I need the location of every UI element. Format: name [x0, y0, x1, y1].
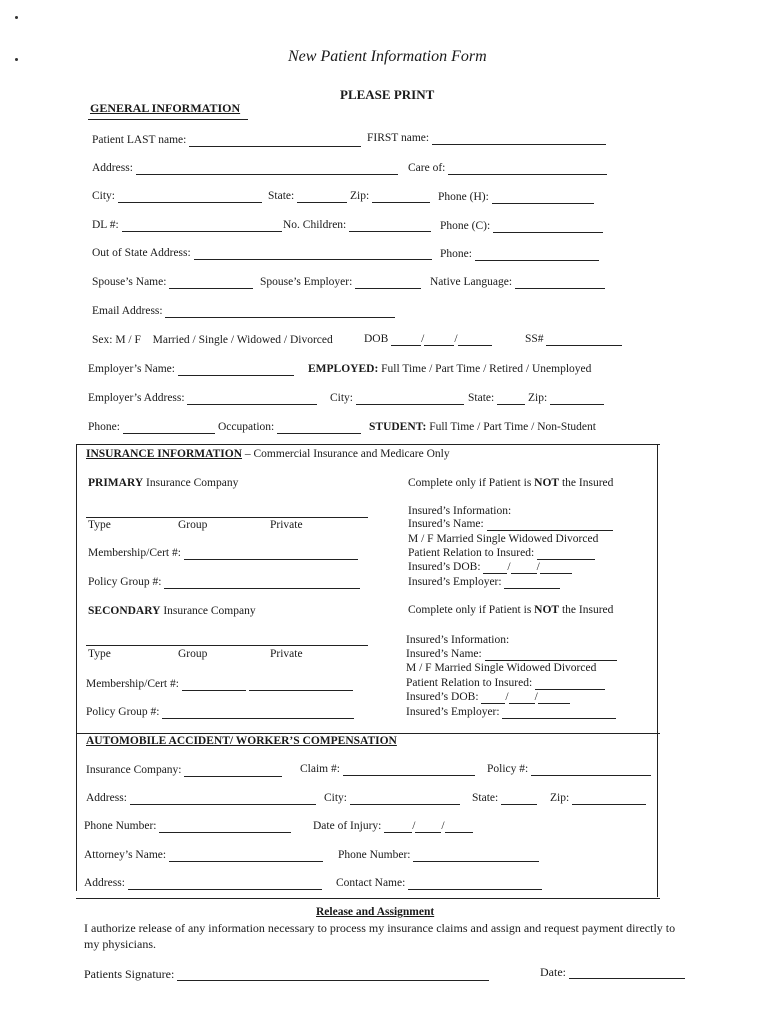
zip-label: Zip:: [350, 190, 370, 202]
secondary-insured-status-options[interactable]: M / F Married Single Widowed Divorced: [406, 662, 597, 674]
signature-label: Patients Signature:: [84, 967, 175, 981]
employed-options[interactable]: Full Time / Part Time / Retired / Unemployed: [381, 363, 592, 375]
policy-label: Policy #:: [487, 763, 529, 775]
attorney-phone-field[interactable]: [413, 849, 539, 862]
student-options[interactable]: Full Time / Part Time / Non-Student: [429, 421, 596, 433]
native-language-field[interactable]: [515, 276, 605, 289]
primary-insured-status-options[interactable]: M / F Married Single Widowed Divorced: [408, 533, 599, 545]
secondary-insured-employer-label: Insured’s Employer:: [406, 706, 500, 718]
dob-year-field[interactable]: [458, 333, 492, 346]
date-separator: /: [412, 820, 416, 832]
ss-field[interactable]: [546, 333, 622, 346]
date-of-injury-label: Date of Injury:: [313, 820, 382, 832]
phone-label: Phone:: [440, 248, 472, 260]
out-of-state-field[interactable]: [194, 247, 432, 260]
primary-insured-name-label: Insured’s Name:: [408, 518, 484, 530]
native-language-label: Native Language:: [430, 276, 513, 288]
secondary-insurance-company-label: Insurance Company: [160, 605, 256, 617]
primary-policy-group-label: Policy Group #:: [88, 576, 162, 588]
primary-insured-employer-label: Insured’s Employer:: [408, 576, 502, 588]
spouse-name-field[interactable]: [169, 276, 253, 289]
children-field[interactable]: [349, 219, 431, 232]
email-label: Email Address:: [92, 305, 163, 317]
employer-state-label: State:: [468, 392, 495, 404]
date-separator: /: [505, 691, 509, 703]
secondary-insured-dob-year[interactable]: [538, 691, 570, 704]
heading-rule: [88, 119, 248, 120]
complete-note-suffix: the Insured: [559, 604, 614, 616]
primary-insurance-company-label: Insurance Company: [143, 477, 239, 489]
date-separator: /: [441, 820, 445, 832]
primary-label: PRIMARY: [88, 477, 144, 489]
auto-box-left: [76, 733, 77, 891]
zip-field[interactable]: [372, 190, 430, 203]
out-of-state-label: Out of State Address:: [92, 247, 191, 259]
attorney-phone-label: Phone Number:: [338, 849, 411, 861]
auto-insurance-company-label: Insurance Company:: [86, 764, 182, 776]
city-label: City:: [92, 190, 116, 202]
phone-home-label: Phone (H):: [438, 191, 489, 203]
please-print-instruction: PLEASE PRINT: [340, 87, 435, 102]
secondary-policy-group-label: Policy Group #:: [86, 706, 160, 718]
insurance-heading: INSURANCE INFORMATION: [86, 448, 243, 460]
employer-city-field[interactable]: [356, 392, 464, 405]
injury-day-field[interactable]: [415, 820, 441, 833]
insurance-box-right: [657, 444, 658, 736]
auto-state-field[interactable]: [501, 792, 537, 805]
primary-private-option[interactable]: Private: [270, 519, 303, 531]
city-field[interactable]: [118, 190, 262, 203]
employer-state-field[interactable]: [497, 392, 525, 405]
employer-phone-field[interactable]: [123, 421, 215, 434]
secondary-relation-field[interactable]: [535, 677, 605, 690]
auto-insurance-company-field[interactable]: [184, 764, 282, 777]
release-text-line2: my physicians.: [84, 937, 156, 951]
care-of-field[interactable]: [448, 162, 607, 175]
employer-zip-field[interactable]: [550, 392, 604, 405]
complete-note-not: NOT: [534, 477, 560, 489]
spouse-employer-label: Spouse’s Employer:: [260, 276, 353, 288]
injury-year-field[interactable]: [445, 820, 473, 833]
signature-field[interactable]: [177, 968, 489, 981]
sex-label: Sex: M / F: [92, 334, 141, 346]
secondary-insured-dob-day[interactable]: [509, 691, 535, 704]
insurance-box-top: [76, 444, 660, 445]
attorney-name-label: Attorney’s Name:: [84, 849, 167, 861]
secondary-insured-info-label: Insured’s Information:: [406, 634, 510, 646]
secondary-insured-name-label: Insured’s Name:: [406, 648, 482, 660]
out-of-state-phone-field[interactable]: [475, 248, 599, 261]
claim-label: Claim #:: [300, 763, 340, 775]
primary-insured-dob-year[interactable]: [540, 561, 572, 574]
date-separator: /: [507, 561, 511, 573]
secondary-membership-label: Membership/Cert #:: [86, 678, 179, 690]
spouse-employer-field[interactable]: [355, 276, 421, 289]
date-separator: /: [421, 333, 425, 345]
auto-address-label: Address:: [86, 792, 127, 804]
care-of-label: Care of:: [408, 162, 446, 174]
form-title: New Patient Information Form: [288, 48, 487, 65]
secondary-label: SECONDARY: [88, 605, 161, 617]
secondary-group-option[interactable]: Group: [178, 648, 208, 660]
insurance-heading-suffix: – Commercial Insurance and Medicare Only: [242, 448, 450, 460]
spouse-name-label: Spouse’s Name:: [92, 276, 167, 288]
children-label: No. Children:: [283, 219, 347, 231]
date-separator: /: [454, 333, 458, 345]
auto-address-field[interactable]: [130, 792, 316, 805]
secondary-membership-field-1[interactable]: [182, 678, 246, 691]
primary-type-label: Type: [88, 519, 111, 531]
date-field[interactable]: [569, 966, 685, 979]
dob-label: DOB: [364, 333, 389, 345]
employer-address-field[interactable]: [187, 392, 317, 405]
dob-month-field[interactable]: [391, 333, 421, 346]
ss-label: SS#: [525, 333, 544, 345]
last-name-label: Patient LAST name:: [92, 134, 187, 146]
state-field[interactable]: [297, 190, 347, 203]
attorney-address-field[interactable]: [128, 877, 322, 890]
primary-relation-field[interactable]: [537, 547, 595, 560]
primary-membership-label: Membership/Cert #:: [88, 547, 181, 559]
attorney-address-label: Address:: [84, 877, 125, 889]
complete-note-prefix: Complete only if Patient is: [408, 604, 535, 616]
release-top-rule: [76, 898, 660, 899]
scan-mark: [15, 58, 18, 61]
scan-mark: [15, 16, 18, 19]
dob-day-field[interactable]: [424, 333, 454, 346]
employer-city-label: City:: [330, 392, 354, 404]
secondary-policy-group-field[interactable]: [162, 706, 354, 719]
dl-label: DL #:: [92, 219, 119, 231]
dl-field[interactable]: [122, 219, 282, 232]
marital-status-options[interactable]: Married / Single / Widowed / Divorced: [152, 334, 333, 346]
occupation-field[interactable]: [277, 421, 361, 434]
auto-zip-field[interactable]: [572, 792, 646, 805]
contact-name-field[interactable]: [408, 877, 542, 890]
secondary-insured-dob-label: Insured’s DOB:: [406, 691, 479, 703]
injury-month-field[interactable]: [384, 820, 412, 833]
claim-field[interactable]: [343, 763, 475, 776]
primary-insured-name-field[interactable]: [487, 518, 613, 531]
complete-note-not: NOT: [534, 604, 560, 616]
contact-name-label: Contact Name:: [336, 877, 406, 889]
secondary-insured-employer-field[interactable]: [502, 706, 616, 719]
employer-phone-label: Phone:: [88, 421, 120, 433]
insurance-box-left: [76, 444, 77, 736]
general-info-heading: GENERAL INFORMATION: [90, 101, 241, 115]
primary-insured-dob-label: Insured’s DOB:: [408, 561, 481, 573]
employer-name-field[interactable]: [178, 363, 294, 376]
address-field[interactable]: [136, 162, 398, 175]
first-name-label: FIRST name:: [367, 132, 430, 144]
primary-relation-label: Patient Relation to Insured:: [408, 547, 535, 559]
auto-box-right: [657, 733, 658, 897]
phone-home-field[interactable]: [492, 191, 594, 204]
primary-insured-info-label: Insured’s Information:: [408, 505, 512, 517]
auto-phone-field[interactable]: [159, 820, 291, 833]
complete-note-suffix: the Insured: [559, 477, 614, 489]
last-name-field[interactable]: [189, 134, 361, 147]
date-label: Date:: [540, 965, 566, 979]
occupation-label: Occupation:: [218, 421, 275, 433]
employer-name-label: Employer’s Name:: [88, 363, 175, 375]
complete-note-prefix: Complete only if Patient is: [408, 477, 535, 489]
policy-field[interactable]: [531, 763, 651, 776]
primary-insured-dob-day[interactable]: [511, 561, 537, 574]
primary-membership-field[interactable]: [184, 547, 358, 560]
auto-phone-label: Phone Number:: [84, 820, 157, 832]
release-text-line1: I authorize release of any information necessary to process my insurance claims and assign and request payment directly to: [84, 921, 676, 935]
auto-city-label: City:: [324, 792, 348, 804]
secondary-type-label: Type: [88, 648, 111, 660]
first-name-field[interactable]: [432, 132, 606, 145]
primary-policy-group-field[interactable]: [164, 576, 360, 589]
phone-cell-field[interactable]: [493, 220, 603, 233]
primary-insured-employer-field[interactable]: [504, 576, 560, 589]
employed-label: EMPLOYED:: [308, 363, 379, 375]
secondary-relation-label: Patient Relation to Insured:: [406, 677, 533, 689]
auto-city-field[interactable]: [350, 792, 460, 805]
primary-insured-dob-month[interactable]: [483, 561, 507, 574]
secondary-insurance-company-field[interactable]: [86, 633, 368, 646]
state-label: State:: [268, 190, 295, 202]
student-label: STUDENT:: [369, 421, 427, 433]
email-field[interactable]: [165, 305, 395, 318]
secondary-insured-dob-month[interactable]: [481, 691, 505, 704]
secondary-private-option[interactable]: Private: [270, 648, 303, 660]
employer-zip-label: Zip:: [528, 392, 548, 404]
address-label: Address:: [92, 162, 133, 174]
secondary-insured-name-field[interactable]: [485, 648, 617, 661]
phone-cell-label: Phone (C):: [440, 220, 491, 232]
primary-group-option[interactable]: Group: [178, 519, 208, 531]
date-separator: /: [536, 561, 540, 573]
attorney-name-field[interactable]: [169, 849, 323, 862]
secondary-membership-field-2[interactable]: [249, 678, 353, 691]
auto-zip-label: Zip:: [550, 792, 570, 804]
auto-state-label: State:: [472, 792, 499, 804]
release-heading: Release and Assignment: [316, 906, 435, 918]
date-separator: /: [534, 691, 538, 703]
employer-address-label: Employer’s Address:: [88, 392, 185, 404]
primary-insurance-company-field[interactable]: [86, 505, 368, 518]
auto-heading: AUTOMOBILE ACCIDENT/ WORKER’S COMPENSATION: [86, 735, 397, 747]
